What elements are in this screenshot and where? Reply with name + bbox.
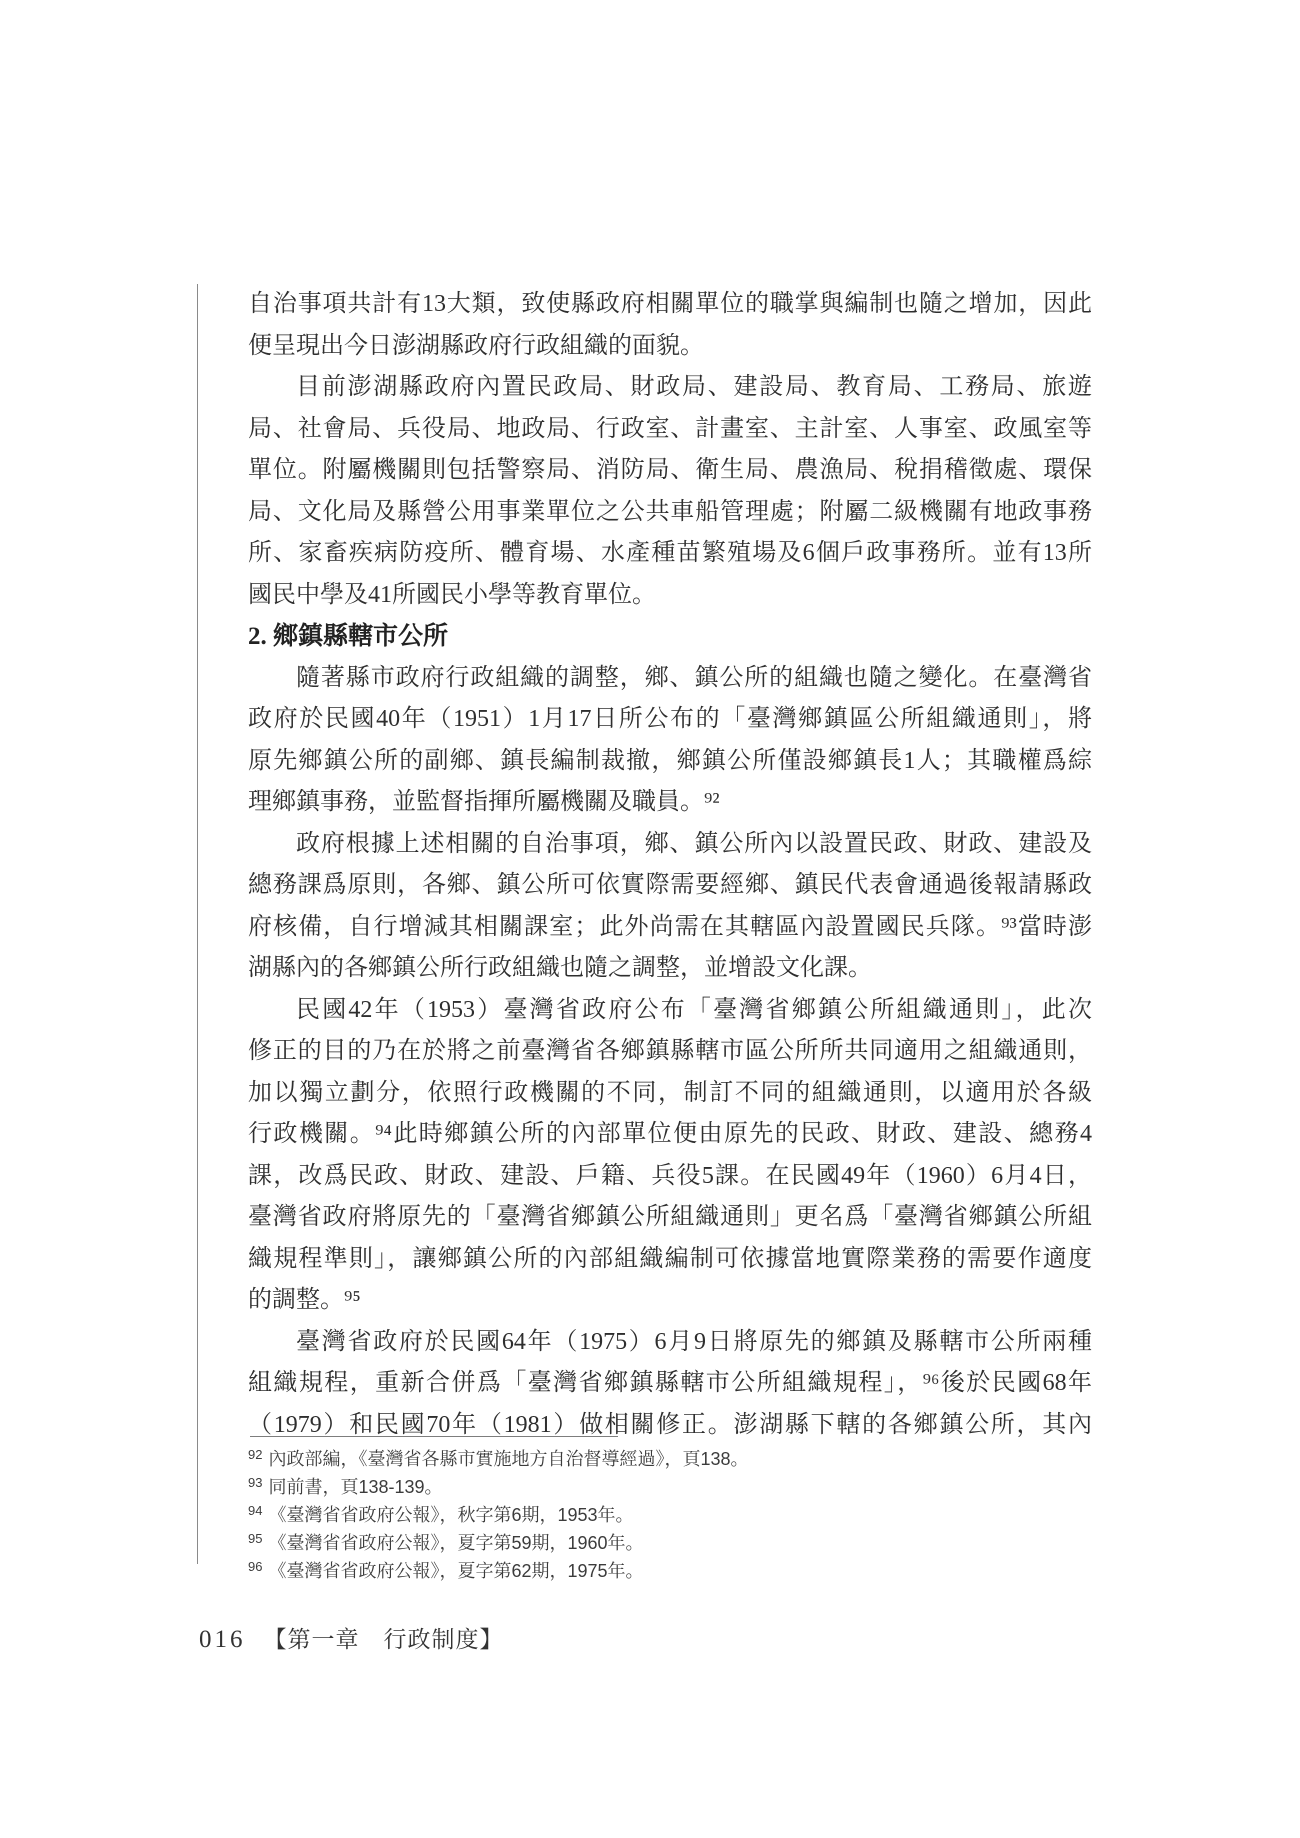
footnote-text: 《臺灣省省政府公報》，夏字第62期，1975年。 xyxy=(268,1561,644,1581)
body-line: 政府根據上述相關的自治事項，鄉、鎮公所內以設置民政、財政、建設及 xyxy=(296,830,1092,857)
body-line: 修正的目的乃在於將之前臺灣省各鄉鎮縣轄市區公所所共同適用之組織通則， xyxy=(248,1038,1092,1064)
body-line: 織規程準則」，讓鄉鎮公所的內部組織編制可依據當地實際業務的需要作適度 xyxy=(248,1245,1092,1272)
body-line: 所、家畜疾病防疫所、體育場、水產種苗繁殖場及6個戶政事務所。並有13所 xyxy=(248,540,1092,566)
footnote-item xyxy=(248,1499,1092,1527)
body-line: 理鄉鎮事務，並監督指揮所屬機關及職員。⁹² xyxy=(248,789,720,815)
footnote-text: 《臺灣省省政府公報》，夏字第59期，1960年。 xyxy=(268,1533,644,1553)
chapter-label: 【第一章 行政制度】 xyxy=(263,1627,504,1652)
body-line: 局、社會局、兵役局、地政局、行政室、計畫室、主計室、人事室、政風室等 xyxy=(248,415,1092,442)
body-line: 便呈現出今日澎湖縣政府行政組織的面貌。 xyxy=(248,332,704,359)
body-line: 湖縣內的各鄉鎮公所行政組織也隨之調整，並增設文化課。 xyxy=(248,955,872,981)
body-line: 行政機關。⁹⁴此時鄉鎮公所的內部單位便由原先的民政、財政、建設、總務4 xyxy=(248,1121,1092,1147)
section-heading: 2. 鄉鎮縣轄市公所 xyxy=(248,623,449,650)
footnote-text: 內政部編，《臺灣省各縣市實施地方自治督導經過》，頁138。 xyxy=(268,1449,749,1469)
body-line: 臺灣省政府將原先的「臺灣省鄉鎮公所組織通則」更名爲「臺灣省鄉鎮公所組 xyxy=(248,1204,1092,1230)
main-text-block xyxy=(248,284,1092,1446)
paragraph-current-org xyxy=(248,367,1092,616)
footnote-number: 96 xyxy=(248,1559,263,1574)
paragraph-gov xyxy=(248,824,1092,990)
body-line: 局、文化局及縣營公用事業單位之公共車船管理處；附屬二級機關有地政事務 xyxy=(248,498,1092,525)
body-line: （1979）和民國70年（1981）做相關修正。澎湖縣下轄的各鄉鎮公所，其內 xyxy=(248,1411,1092,1438)
page-footer xyxy=(199,1621,504,1654)
footnote-number: 95 xyxy=(248,1531,263,1546)
footnote-number: 92 xyxy=(248,1447,263,1462)
paragraph-intro xyxy=(248,284,1092,367)
body-line: 臺灣省政府於民國64年（1975）6月9日將原先的鄉鎮及縣轄市公所兩種 xyxy=(296,1328,1092,1355)
page-number: 016 xyxy=(199,1626,246,1653)
footnote-number: 93 xyxy=(248,1475,263,1490)
body-line: 府核備，自行增減其相關課室；此外尚需在其轄區內設置國民兵隊。⁹³當時澎 xyxy=(248,913,1092,940)
body-line: 的調整。⁹⁵ xyxy=(248,1287,361,1313)
left-margin-rule xyxy=(197,284,198,1564)
body-line: 總務課爲原則，各鄉、鎮公所可依實際需要經鄉、鎮民代表會通過後報請縣政 xyxy=(248,872,1092,898)
body-line: 政府於民國40年（1951）1月17日所公布的「臺灣鄉鎮區公所組織通則」，將 xyxy=(248,706,1092,732)
footnote-item xyxy=(248,1471,1092,1499)
body-line: 組織規程，重新合併爲「臺灣省鄉鎮縣轄市公所組織規程」，⁹⁶後於民國68年 xyxy=(248,1370,1092,1396)
body-line: 課，改爲民政、財政、建設、戶籍、兵役5課。在民國49年（1960）6月4日， xyxy=(248,1162,1092,1189)
footnote-item xyxy=(248,1443,1092,1471)
body-line: 原先鄉鎮公所的副鄉、鎮長編制裁撤，鄉鎮公所僅設鄉鎮長1人；其職權爲綜 xyxy=(248,747,1092,774)
footnotes-separator xyxy=(250,1436,618,1437)
paragraph-1953 xyxy=(248,990,1092,1322)
paragraph-1975 xyxy=(248,1322,1092,1447)
footnote-item xyxy=(248,1555,1092,1583)
footnote-item xyxy=(248,1527,1092,1555)
body-line: 民國42年（1953）臺灣省政府公布「臺灣省鄉鎮公所組織通則」，此次 xyxy=(296,996,1092,1023)
footnotes xyxy=(248,1443,1092,1583)
body-line: 目前澎湖縣政府內置民政局、財政局、建設局、教育局、工務局、旅遊 xyxy=(296,374,1092,400)
body-line: 加以獨立劃分，依照行政機關的不同，制訂不同的組織通則，以適用於各級 xyxy=(248,1079,1092,1106)
footnote-text: 同前書，頁138-139。 xyxy=(268,1477,443,1497)
body-line: 國民中學及41所國民小學等教育單位。 xyxy=(248,581,656,608)
paragraph-1951 xyxy=(248,658,1092,824)
body-line: 隨著縣市政府行政組織的調整，鄉、鎮公所的組織也隨之變化。在臺灣省 xyxy=(296,664,1092,691)
body-line: 自治事項共計有13大類，致使縣政府相關單位的職掌與編制也隨之增加，因此 xyxy=(248,291,1092,317)
footnote-text: 《臺灣省省政府公報》，秋字第6期，1953年。 xyxy=(268,1505,634,1525)
body-line: 單位。附屬機關則包括警察局、消防局、衛生局、農漁局、稅捐稽徵處、環保 xyxy=(248,457,1092,483)
footnote-number: 94 xyxy=(248,1503,263,1518)
